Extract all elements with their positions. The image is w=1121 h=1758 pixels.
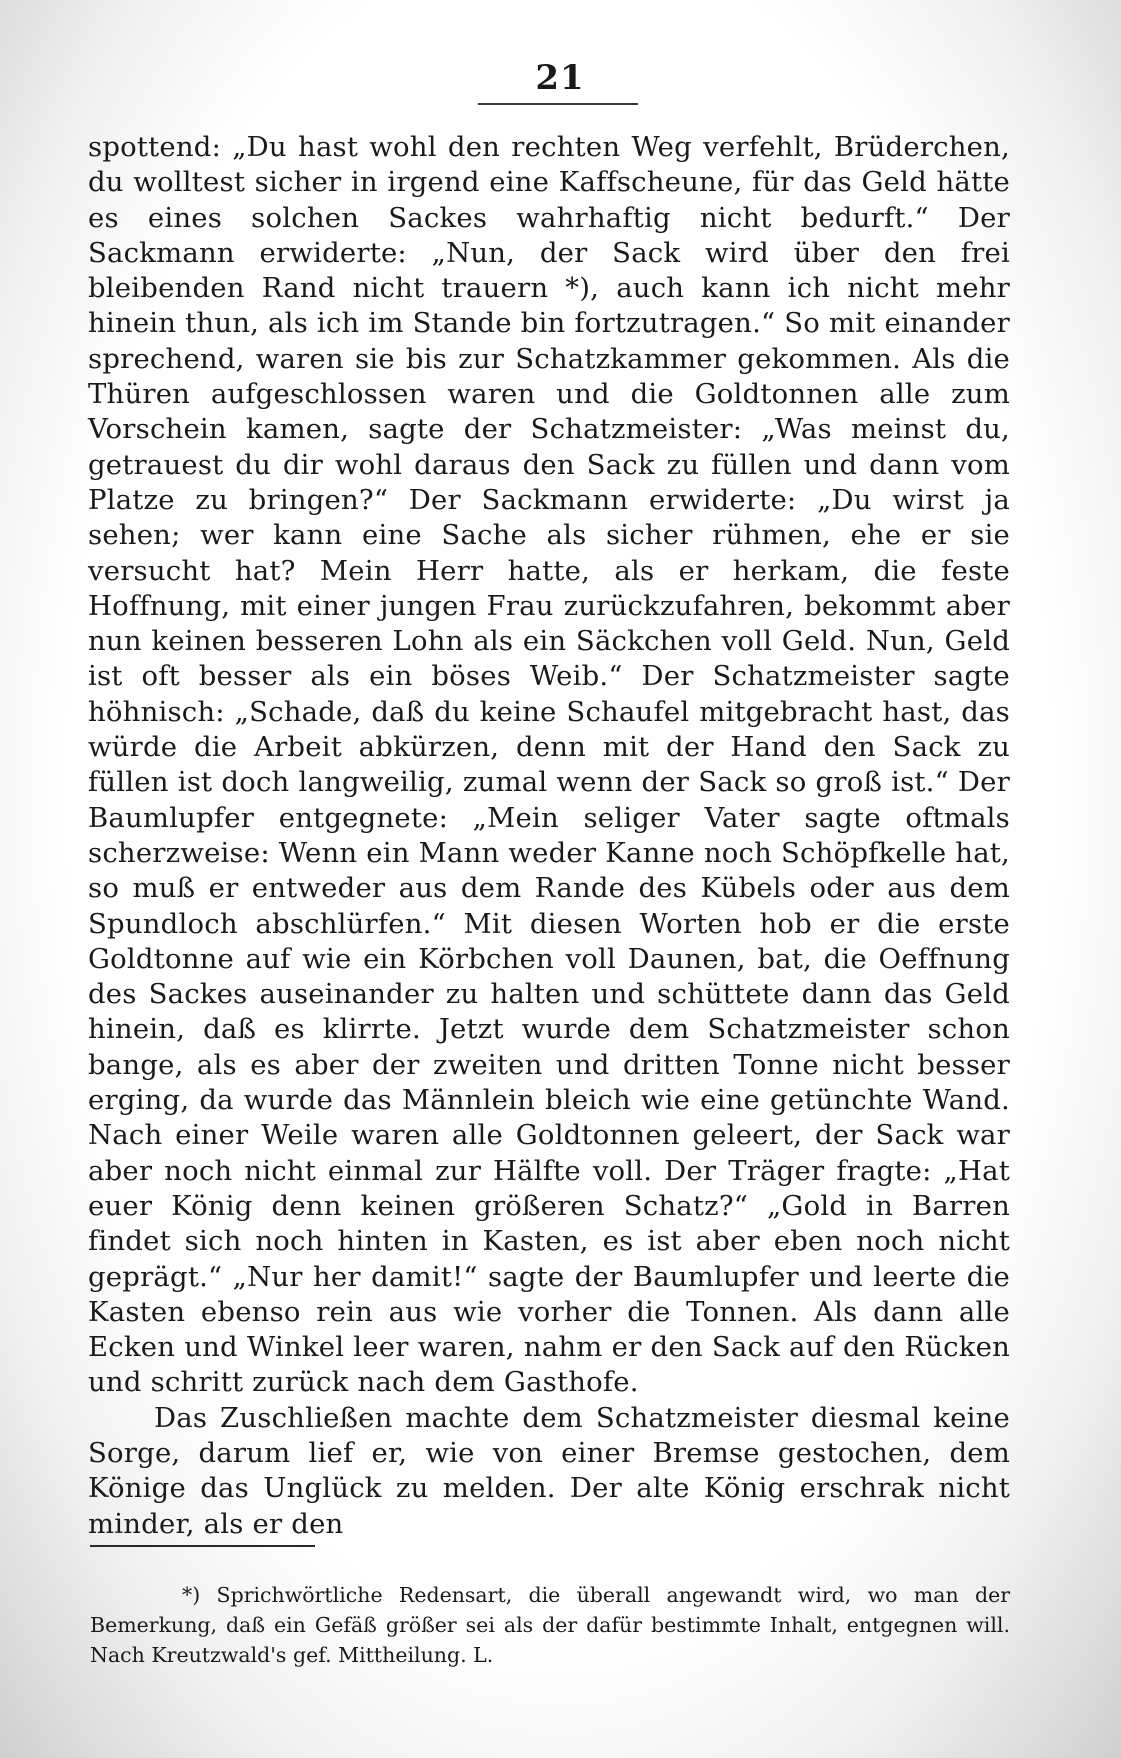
main-text bbox=[88, 130, 1010, 1542]
footnote: *) Sprichwörtliche Redensart, die überall angewandt wird, wo man der Bemerkung, daß ein Gefäß größer sei als der dafür bestimmte Inhalt, entgegnen will. Nach Kreutzwald's gef. Mittheilung. L. bbox=[90, 1583, 1010, 1667]
paragraph: Das Zuschließen machte dem Schatzmeister diesmal keine Sorge, darum lief er, wie von einer Bremse gestochen, dem Könige das Unglück zu melden. Der alte König erschrak nicht minder, als er den bbox=[88, 1401, 1010, 1540]
footnote-rule bbox=[90, 1545, 315, 1547]
page-number-rule bbox=[478, 103, 638, 105]
page-number: 21 bbox=[535, 58, 585, 98]
paragraph-continued: spottend: „Du hast wohl den rechten Weg verfehlt, Brüderchen, du wolltest sicher in irgend eine Kaffscheune, für das Geld hätte es eines solchen Sackes wahrhaftig nicht bedurft.“ Der Sackmann erwiderte: „Nun, der Sack wird über den frei bleibenden Rand nicht trauern *), auch kann ich nicht mehr hinein thun, als ich im Stande bin fortzutragen.“ So mit einander sprechend, waren sie bis zur Schatzkammer gekommen. Als die Thüren aufgeschlossen waren und die Goldtonnen alle zum Vorschein kamen, sagte der Schatzmeister: „Was meinst du, getrauest du dir wohl daraus den Sack zu füllen und dann vom Platze zu bringen?“ Der Sackmann erwiderte: „Du wirst ja sehen; wer kann eine Sache als sicher rühmen, ehe er sie versucht hat? Mein Herr hatte, als er herkam, die feste Hoffnung, mit einer jungen Frau zurückzufahren, bekommt aber nun keinen besseren Lohn als ein Säckchen voll Geld. Nun, Geld ist oft besser als ein böses Weib.“ Der Schatzmeister sagte höhnisch: „Schade, daß du keine Schaufel mitgebracht hast, das würde die Arbeit abkürzen, denn mit der Hand den Sack zu füllen ist doch langweilig, zumal wenn der Sack so groß ist.“ Der Baumlupfer entgegnete: „Mein seliger Vater sagte oftmals scherzweise: Wenn ein Mann weder Kanne noch Schöpfkelle hat, so muß er entweder aus dem Rande des Kübels oder aus dem Spundloch abschlürfen.“ Mit diesen Worten hob er die erste Goldtonne auf wie ein Körbchen voll Daunen, bat, die Oeffnung des Sackes auseinander zu halten und schüttete dann das Geld hinein, daß es klirrte. Jetzt wurde dem Schatzmeister schon bange, als es aber der zweiten und dritten Tonne nicht besser erging, da wurde das Männlein bleich wie eine getünchte Wand. Nach einer Weile waren alle Goldtonnen geleert, der Sack war aber noch nicht einmal zur Hälfte voll. Der Träger fragte: „Hat euer König denn keinen größeren Schatz?“ „Gold in Barren findet sich noch hinten in Kasten, es ist aber eben noch nicht geprägt.“ „Nur her damit!“ sagte der Baumlupfer und leerte die Kasten ebenso rein aus wie vorher die Tonnen. Als dann alle Ecken und Winkel leer waren, nahm er den Sack auf den Rücken und schritt zurück nach dem Gasthofe. bbox=[88, 131, 1010, 1399]
